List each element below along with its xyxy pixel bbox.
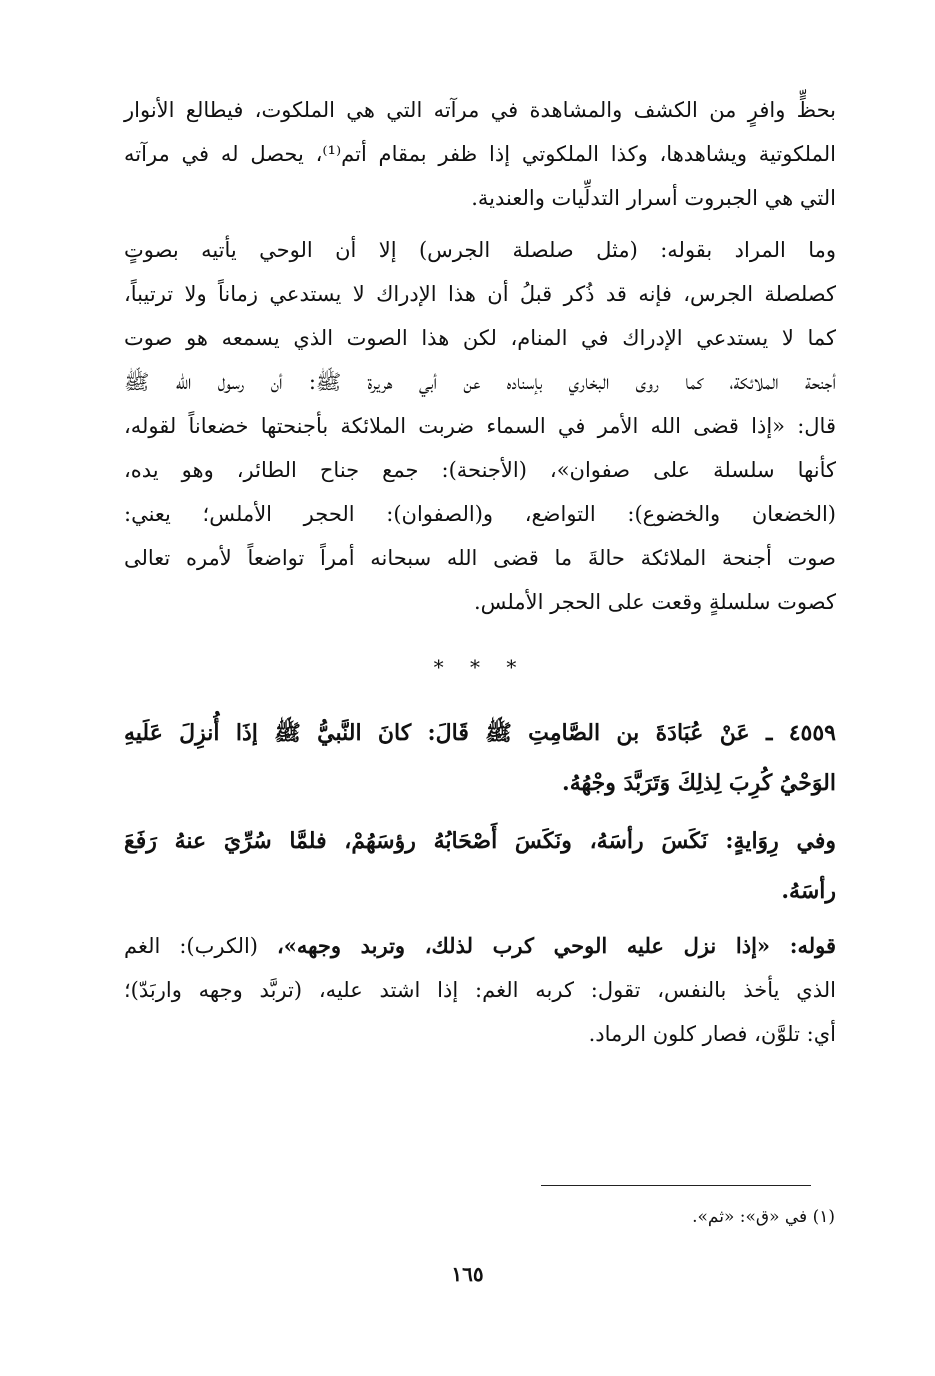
- text-line: رأسَهُ.: [781, 878, 836, 904]
- paragraph-1: [124, 88, 836, 220]
- footnote-divider: [541, 1185, 811, 1186]
- text-line: التي هي الجبروت أسرار التدلِّيات والعندية.: [471, 186, 836, 210]
- text-line: وما المراد بقوله: (مثل صلصلة الجرس) إلا أن الوحي يأتيه بصوتٍ: [124, 238, 836, 262]
- text-line: وفي رِوَايةٍ: نَكَسَ رأسَهُ، ونَكَسَ أَصْحَابُهُ رؤسَهُمْ، فلمَّا سُرِّيَ عنهُ رَفَعَ: [124, 828, 836, 854]
- paragraph-2: [124, 228, 836, 624]
- text-line: كصلصلة الجرس، فإنه قد ذُكر قبلُ أن هذا الإدراك لا يستدعي زماناً ولا ترتيباً،: [124, 282, 836, 306]
- footnote: (١) في «ق»: «ثم».: [692, 1207, 835, 1227]
- text-line: الملكوتية ويشاهدها، وكذا الملكوتي إذا ظفر بمقام أتم⁽¹⁾، يحصل له في مرآته: [124, 142, 836, 166]
- page-number: ١٦٥: [451, 1262, 484, 1286]
- riwaya-text: [124, 816, 836, 916]
- commentary-rest: (الكرب): الغم: [124, 934, 278, 958]
- text-line: الوَحْيُ كُرِبَ لِذلِكَ وَتَرَبَّدَ وجْهُهُ.: [562, 770, 836, 796]
- text-line: ٤٥٥٩ ـ عَنْ عُبَادَةَ بن الصَّامِتِ ﷺ قَالَ: كانَ النَّبيُّ ﷺ إذَا أُنزِلَ عَلَيهِ: [124, 720, 836, 746]
- text-line: أي: تلوَّن، فصار كلون الرماد.: [588, 1022, 836, 1046]
- text-line: كأنها سلسلة على صفوان»، (الأجنحة): جمع جناح الطائر، وهو يده،: [124, 458, 836, 482]
- text-line: قال: «إذا قضى الله الأمر في السماء ضربت الملائكة بأجنحتها خضعاناً لقوله،: [124, 414, 836, 438]
- text-line: بحظٍّ وافرٍ من الكشف والمشاهدة في مرآته التي هي الملكوت، فيطالع الأنوار: [124, 98, 836, 122]
- text-line: [124, 924, 836, 968]
- commentary-lead: قوله: «إذا نزل عليه الوحي كرب لذلك، وتربد وجهه»،: [277, 933, 836, 958]
- text-line: صوت أجنحة الملائكة حالةَ ما قضى الله سبحانه أمراً تواضعاً لأمره تعالى: [124, 546, 836, 570]
- text-line: أجنحة الملائكة، كما روى البخاري بإسناده عن أبي هريرة ﷺ: أن رسول الله ﷺ: [124, 370, 836, 394]
- text-line: كصوت سلسلةٍ وقعت على الحجر الأملس.: [473, 590, 836, 614]
- commentary-paragraph: [124, 924, 836, 1056]
- text-line: الذي يأخذ بالنفس، تقول: كربه الغم: إذا اشتد عليه، (تربَّد وجهه واربَدّ)؛: [124, 978, 836, 1002]
- page-body: [124, 88, 836, 1056]
- section-separator: * * *: [433, 655, 527, 679]
- text-line: كما لا يستدعي الإدراك في المنام، لكن هذا الصوت الذي يسمعه هو صوت: [124, 326, 836, 350]
- hadith-text: [124, 708, 836, 808]
- text-line: (الخضعان والخضوع): التواضع، و(الصفوان): الحجر الأملس؛ يعني:: [124, 502, 836, 526]
